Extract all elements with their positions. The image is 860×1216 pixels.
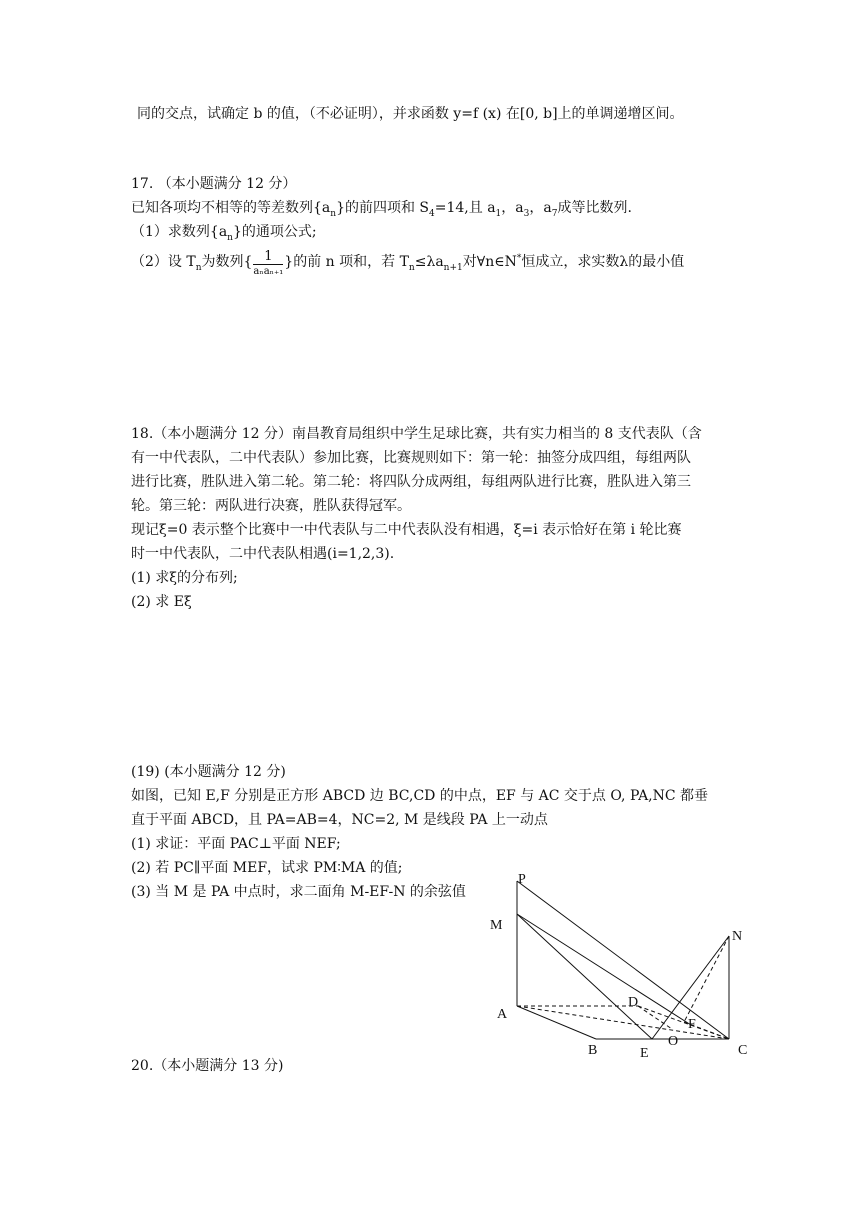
problem-18-line: 时一中代表队，二中代表队相遇(i=1,2,3). — [131, 546, 395, 562]
label-n: N — [732, 929, 743, 944]
problem-16-tail: 同的交点，试确定 b 的值，（不必证明），并求函数 y=f (x) 在[0, b]上的单调递增区间。 — [137, 106, 684, 122]
fraction: $\frac{1}{\text{aₙaₙ₊₁}}$ — [253, 249, 284, 277]
problem-19-header: (19) (本小题满分 12 分) — [131, 764, 286, 780]
problem-18-line: 现记ξ=0 表示整个比赛中一中代表队与二中代表队没有相遇，ξ=i 表示恰好在第 i 轮比赛 — [131, 522, 682, 538]
problem-18-line: 18.（本小题满分 12 分）南昌教育局组织中学生足球比赛，共有实力相当的 8 支代表队（含 — [131, 426, 702, 442]
problem-19-q3: (3) 当 M 是 PA 中点时，求二面角 M-EF-N 的余弦值 — [131, 884, 466, 900]
hidden-edges — [517, 936, 729, 1039]
solid-edges — [517, 881, 729, 1039]
problem-20-header: 20.（本小题满分 13 分) — [131, 1058, 284, 1074]
problem-18-line: 轮。第三轮：两队进行决赛，胜队获得冠军。 — [131, 498, 411, 514]
problem-18-q2: (2) 求 Eξ — [131, 594, 192, 610]
problem-17-q2: （2）设 $T_n$为数列{ $\frac{1}{\text{aₙaₙ₊₁}}$ }的前 n 项和，若 $T_n\le\lambda a_{n+1}$对∀n∈N*恒成立，求实数λ的最小值 — [131, 249, 685, 277]
label-e: E — [640, 1046, 649, 1061]
problem-18-q1: (1) 求ξ的分布列; — [131, 570, 238, 586]
problem-17-stem: 已知各项均不相等的等差数列$\{a_n\}$的前四项和 $S_4=14$,且 $a_1$，$a_3$，$a_7$成等比数列. — [131, 200, 632, 219]
problem-17-header: 17. （本小题满分 12 分） — [131, 176, 297, 192]
geometry-figure — [480, 866, 760, 1066]
problem-18-line: 进行比赛，胜队进入第二轮。第二轮：将四队分成两组，每组两队进行比赛，胜队进入第三 — [131, 474, 691, 490]
label-m: M — [490, 918, 503, 933]
problem-19-line: 直于平面 ABCD，且 PA=AB=4，NC=2, M 是线段 PA 上一动点 — [131, 812, 548, 828]
problem-19-q2: (2) 若 PC∥平面 MEF，试求 PM∶MA 的值; — [131, 860, 403, 876]
label-p: P — [518, 872, 526, 887]
label-a: A — [497, 1007, 508, 1022]
label-o: O — [668, 1034, 679, 1049]
label-c: C — [738, 1043, 748, 1058]
problem-18-line: 有一中代表队，二中代表队）参加比赛，比赛规则如下：第一轮：抽签分成四组，每组两队 — [131, 450, 691, 466]
problem-19-q1: (1) 求证：平面 PAC⊥平面 NEF; — [131, 836, 341, 852]
label-f: F — [688, 1017, 696, 1032]
label-d: D — [628, 995, 639, 1010]
label-b: B — [588, 1043, 598, 1058]
problem-19-line: 如图，已知 E,F 分别是正方形 ABCD 边 BC,CD 的中点，EF 与 AC 交于点 O, PA,NC 都垂 — [131, 788, 709, 804]
problem-17-q1: （1）求数列$\{a_n\}$的通项公式; — [131, 224, 317, 243]
